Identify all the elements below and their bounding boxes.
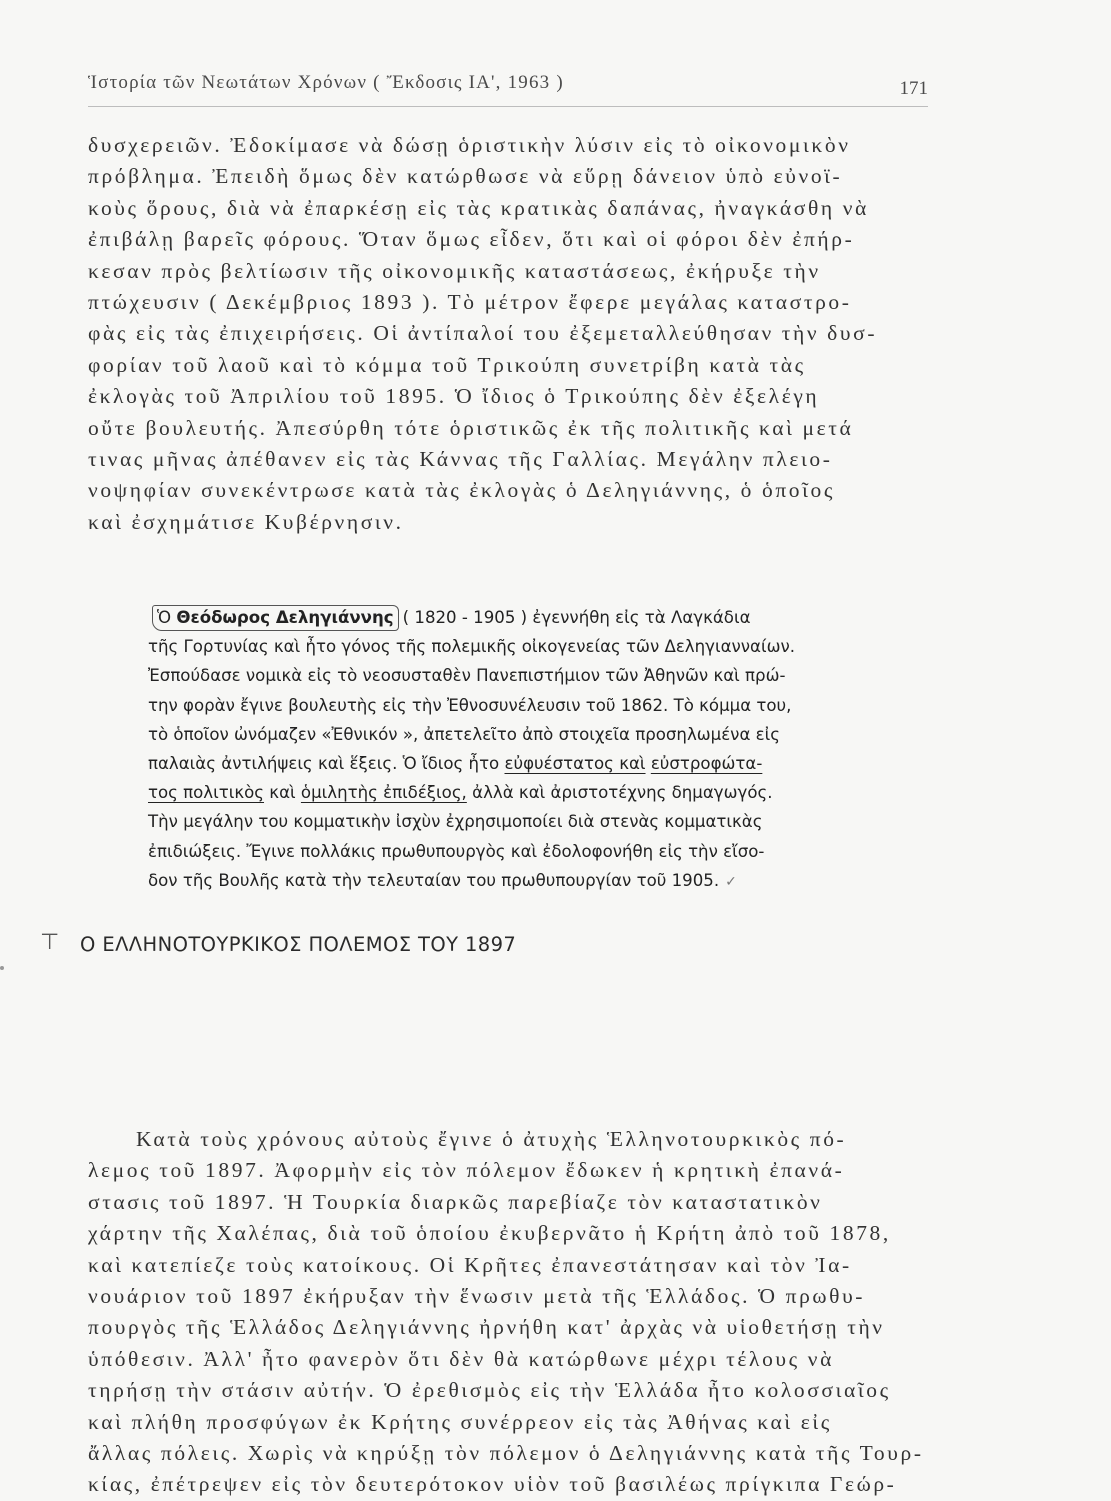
section-title: Ο ΕΛΛΗΝΟΤΟΥΡΚΙΚΟΣ ΠΟΛΕΜΟΣ ΤΟΥ 1897	[80, 933, 517, 956]
header-rule	[88, 106, 928, 107]
text-line: νουάριον τοῦ 1897 ἐκήρυξαν τὴν ἕνωσιν μετὰ τῆς Ἑλλάδος. Ὁ πρωθυ-	[88, 1283, 866, 1308]
bio-line: ἐπιδιώξεις. Ἔγινε πολλάκις πρωθυπουργὸς καὶ ἐδολοφονήθη εἰς τὴν εἴσο-	[148, 841, 765, 861]
page-number: 171	[899, 78, 928, 99]
paragraph-war-1897	[88, 1124, 928, 1501]
paragraph-tricoupis-end	[88, 130, 928, 538]
underlined-phrase: τος πολιτικὸς	[148, 783, 265, 803]
text-line: ὑπόθεσιν. Ἀλλ' ἦτο φανερὸν ὅτι δὲν θὰ κατώρθωνε μέχρι τέλους νὰ	[88, 1346, 834, 1371]
bio-line	[148, 603, 928, 632]
person-name: Θεόδωρος Δεληγιάννης	[176, 608, 394, 627]
pencil-check-mark-icon: ✓	[725, 873, 737, 890]
bio-line	[148, 866, 928, 895]
underlined-phrase: ὁμιλητὴς ἐπιδέξιος,	[300, 783, 467, 803]
text-line: κεσαν πρὸς βελτίωσιν τῆς οἰκονομικῆς καταστάσεως, ἐκήρυξε τὴν	[88, 258, 821, 283]
page-header	[88, 68, 928, 108]
underlined-phrase: εὐστροφώτα-	[650, 753, 763, 773]
running-title: Ἱστορία τῶν Νεωτάτων Χρόνων ( Ἔκδοσις ΙΑ', 1963 )	[88, 72, 564, 93]
section-heading	[40, 928, 920, 962]
text-line: νοψηφίαν συνεκέντρωσε κατὰ τὰς ἐκλογὰς ὁ Δεληγιάννης, ὁ ὁποῖος	[88, 478, 835, 503]
bio-text: ἀλλὰ καὶ ἀριστοτέχνης δημαγωγός.	[472, 783, 773, 803]
text-line: χάρτην τῆς Χαλέπας, διὰ τοῦ ὁποίου ἐκυβερνᾶτο ἡ Κρήτη ἀπὸ τοῦ 1878,	[88, 1221, 891, 1246]
highlighted-name	[152, 605, 399, 631]
bio-line: την φορὰν ἔγινε βουλευτὴς εἰς τὴν Ἐθνοσυνέλευσιν τοῦ 1862. Τὸ κόμμα του,	[148, 695, 792, 715]
margin-mark-icon: ⊤	[40, 930, 60, 955]
text-line: καὶ πλήθη προσφύγων ἐκ Κρήτης συνέρρεον εἰς τὰς Ἀθήνας καὶ εἰς	[88, 1409, 832, 1434]
bio-text: δον τῆς Βουλῆς κατὰ τὴν τελευταίαν του πρωθυπουργίαν τοῦ 1905.	[148, 870, 720, 890]
bio-line	[148, 778, 928, 807]
bio-text: καὶ	[269, 783, 296, 803]
text-line: ἐκλογὰς τοῦ Ἀπριλίου τοῦ 1895. Ὁ ἴδιος ὁ Τρικούπης δὲν ἐξελέγη	[88, 384, 820, 409]
text-line: τηρήσῃ τὴν στάσιν αὐτήν. Ὁ ἐρεθισμὸς εἰς τὴν Ἑλλάδα ἦτο κολοσσιαῖος	[88, 1378, 891, 1403]
text-line: κοὺς ὅρους, διὰ νὰ ἐπαρκέσῃ εἰς τὰς κρατικὰς δαπάνας, ἠναγκάσθη νὰ	[88, 195, 869, 220]
text-line: ἐπιβάλῃ βαρεῖς φόρους. Ὅταν ὅμως εἶδεν, ὅτι καὶ οἱ φόροι δὲν ἐπήρ-	[88, 227, 855, 252]
biography-note	[148, 603, 928, 895]
margin-dot	[0, 966, 4, 970]
text-line: τινας μῆνας ἀπέθανεν εἰς τὰς Κάννας τῆς Γαλλίας. Μεγάλην πλειο-	[88, 446, 833, 471]
bio-line: τὸ ὁποῖον ὠνόμαζεν «Ἐθνικόν », ἀπετελεῖτο ἀπὸ στοιχεῖα προσηλωμένα εἰς	[148, 724, 780, 744]
text-line: φὰς εἰς τὰς ἐπιχειρήσεις. Οἱ ἀντίπαλοί του ἐξεμεταλλεύθησαν τὴν δυσ-	[88, 321, 878, 346]
text-line: λεμος τοῦ 1897. Ἀφορμὴν εἰς τὸν πόλεμον ἔδωκεν ἡ κρητικὴ ἐπανά-	[88, 1158, 845, 1183]
text-line: στασις τοῦ 1897. Ἡ Τουρκία διαρκῶς παρεβίαζε τὸν καταστατικὸν	[88, 1189, 823, 1214]
underlined-phrase: εὐφυέστατος καὶ	[504, 753, 646, 773]
text-line: πρόβλημα. Ἐπειδὴ ὅμως δὲν κατώρθωσε νὰ εὕρῃ δάνειον ὑπὸ εὐνοϊ-	[88, 164, 843, 189]
bio-line	[148, 749, 928, 778]
bio-text: παλαιὰς ἀντιλήψεις καὶ ἕξεις. Ὁ ἴδιος ἦτο	[148, 753, 500, 773]
bio-line: Ἐσπούδασε νομικὰ εἰς τὸ νεοσυσταθὲν Πανεπιστήμιον τῶν Ἀθηνῶν καὶ πρώ-	[148, 666, 786, 686]
bio-line: Τὴν μεγάλην του κομματικὴν ἰσχὺν ἐχρησιμοποίει διὰ στενὰς κομματικὰς	[148, 812, 763, 832]
bio-line: τῆς Γορτυνίας καὶ ἦτο γόνος τῆς πολεμικῆς οἰκογενείας τῶν Δεληγιανναίων.	[148, 637, 796, 657]
text-line: Κατὰ τοὺς χρόνους αὐτοὺς ἔγινε ὁ ἀτυχὴς Ἑλληνοτουρκικὸς πό-	[136, 1127, 847, 1151]
text-line: καὶ ἐσχημάτισε Κυβέρνησιν.	[88, 509, 404, 534]
text-line: οὔτε βουλευτής. Ἀπεσύρθη τότε ὁριστικῶς ἐκ τῆς πολιτικῆς καὶ μετά	[88, 415, 854, 440]
name-article: Ὁ	[157, 608, 172, 627]
text-line: καὶ κατεπίεζε τοὺς κατοίκους. Οἱ Κρῆτες ἐπανεστάτησαν καὶ τὸν Ἰα-	[88, 1252, 852, 1277]
text-line: φορίαν τοῦ λαοῦ καὶ τὸ κόμμα τοῦ Τρικούπη συνετρίβη κατὰ τὰς	[88, 352, 806, 377]
text-line: κίας, ἐπέτρεψεν εἰς τὸν δευτερότοκον υἱὸν τοῦ βασιλέως πρίγκιπα Γεώρ-	[88, 1472, 897, 1497]
text-line: πτώχευσιν ( Δεκέμβριος 1893 ). Τὸ μέτρον ἔφερε μεγάλας καταστρο-	[88, 289, 852, 314]
text-line: πουργὸς τῆς Ἑλλάδος Δεληγιάννης ἠρνήθη κατ' ἀρχὰς νὰ υἱοθετήσῃ τὴν	[88, 1315, 885, 1340]
text-line: ἄλλας πόλεις. Χωρὶς νὰ κηρύξῃ τὸν πόλεμον ὁ Δεληγιάννης κατὰ τῆς Τουρ-	[88, 1440, 924, 1465]
bio-line-rest: ( 1820 - 1905 ) ἐγεννήθη εἰς τὰ Λαγκάδια	[402, 608, 751, 627]
text-line: δυσχερειῶν. Ἐδοκίμασε νὰ δώσῃ ὁριστικὴν λύσιν εἰς τὸ οἰκονομικὸν	[88, 133, 851, 157]
